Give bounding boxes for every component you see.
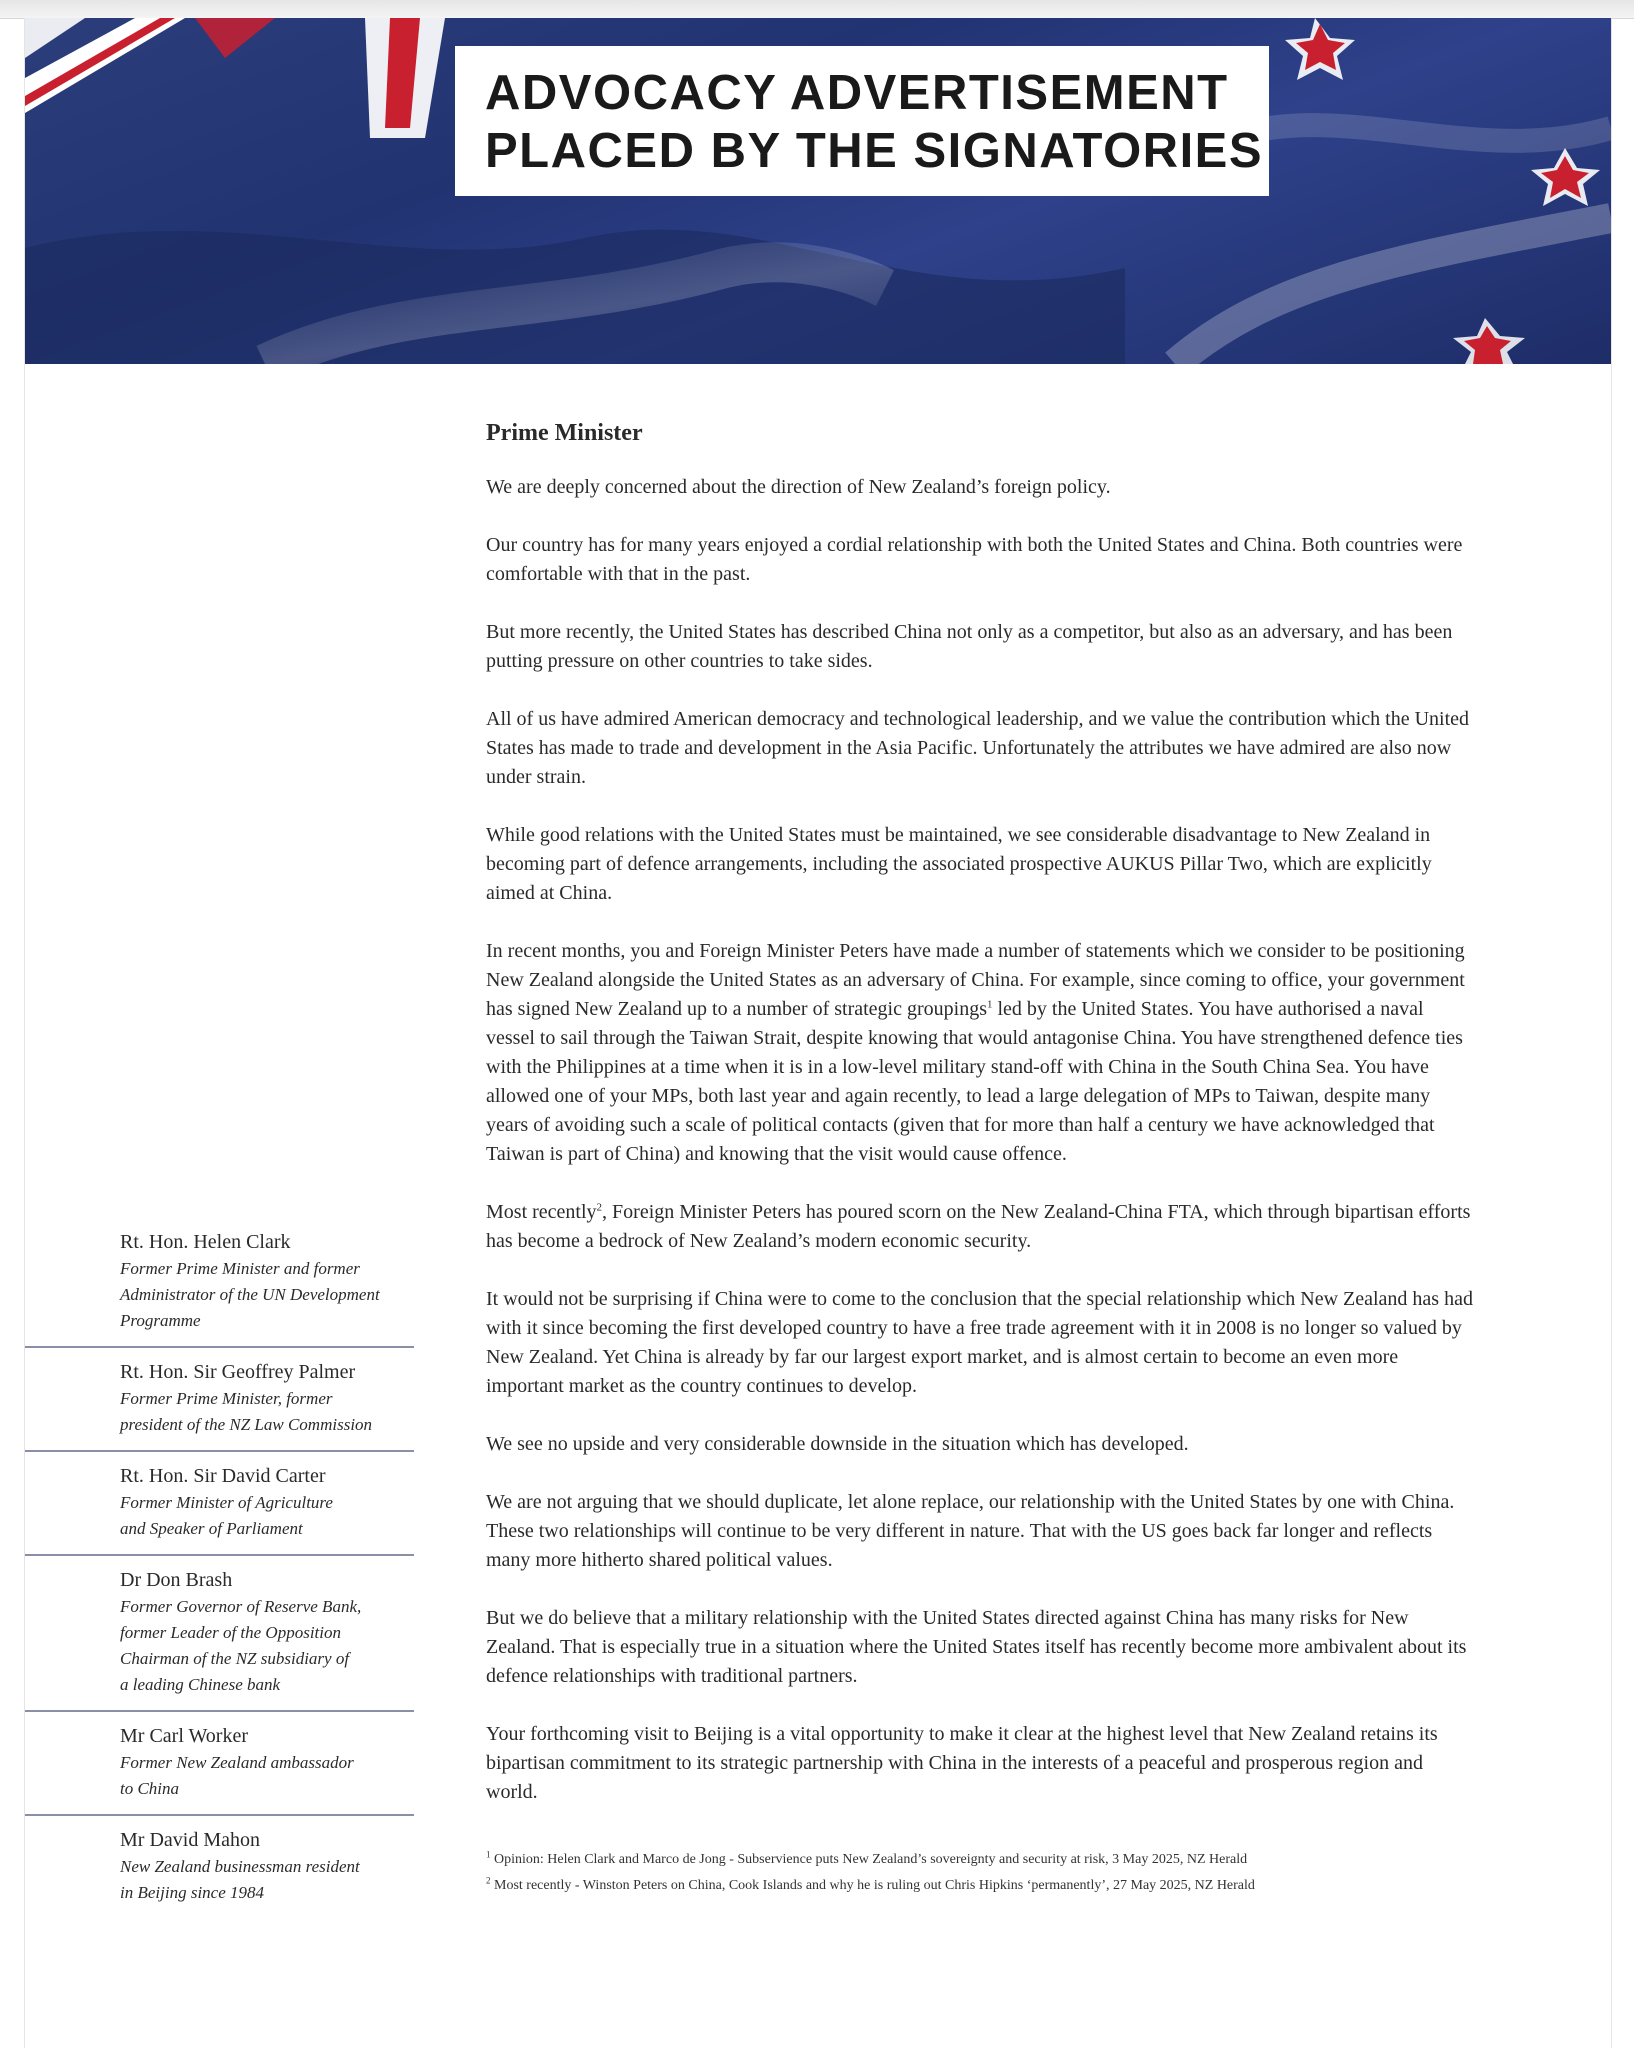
nz-flag-banner bbox=[25, 18, 1611, 364]
footnote-text-1: Opinion: Helen Clark and Marco de Jong - Subservience puts New Zealand’s sovereignty and security at risk, 3 May 2025, NZ Herald bbox=[494, 1852, 1248, 1867]
paragraph-7-part-b: , Foreign Minister Peters has poured scorn on the New Zealand-China FTA, which through bipartisan efforts has become a bedrock of New Zealand’s modern economic security. bbox=[486, 1201, 1471, 1252]
signatory-name: Rt. Hon. Helen Clark bbox=[120, 1231, 291, 1253]
paragraph-5: While good relations with the United States must be maintained, we see considerable disadvantage to New Zealand in becoming part of defence arrangements, including the associated prospective AUKUS Pillar Two, which are explicitly aimed at China. bbox=[486, 824, 1432, 904]
footnotes bbox=[486, 1847, 1476, 1899]
paragraph-6-part-a: In recent months, you and Foreign Minister Peters have made a number of statements which we consider to be positioning New Zealand alongside the United States as an adversary of China. For example, since coming to office, your government has signed New Zealand up to a number of strategic groupings bbox=[486, 940, 1465, 1020]
signatory-name: Dr Don Brash bbox=[120, 1569, 233, 1591]
signatory bbox=[25, 1348, 414, 1452]
signatory-title-line: Former New Zealand ambassador bbox=[120, 1753, 354, 1772]
advertisement-page bbox=[24, 18, 1612, 2048]
signatory-title-line: to China bbox=[120, 1779, 180, 1798]
salutation: Prime Minister bbox=[486, 420, 643, 446]
signatory bbox=[25, 1712, 414, 1816]
signatory bbox=[25, 1816, 414, 1918]
signatory-title-line: Chairman of the NZ subsidiary of bbox=[120, 1649, 350, 1668]
paragraph-6-part-b: led by the United States. You have authorised a naval vessel to sail through the Taiwan Strait, despite knowing that would antagonise China. You have strengthened defence ties with the Philippines at a time when it is in a low-level military stand-off with China in the South China Sea. You have allowed one of your MPs, both last year and again recently, to lead a large delegation of MPs to Taiwan, despite many years of avoiding such a scale of political contacts (given that for more than half a century we have acknowledged that Taiwan is part of China) and knowing that the visit would cause offence. bbox=[486, 998, 1463, 1165]
footnote-ref-2: 2 bbox=[596, 1201, 603, 1214]
signatory-name: Mr David Mahon bbox=[120, 1829, 260, 1851]
signatory-title-line: Former Minister of Agriculture bbox=[120, 1493, 333, 1512]
window-top-strip bbox=[0, 0, 1634, 19]
signatory-title-line: in Beijing since 1984 bbox=[120, 1883, 265, 1902]
headline-line-1: ADVOCACY ADVERTISEMENT bbox=[485, 66, 1229, 120]
paragraph-6 bbox=[486, 937, 1476, 1169]
letter-body bbox=[486, 418, 1476, 1899]
signatory-title-line: Former Governor of Reserve Bank, bbox=[120, 1597, 362, 1616]
signatories-list bbox=[25, 1218, 414, 1918]
signatory-title-line: Programme bbox=[120, 1311, 201, 1330]
paragraph-4: All of us have admired American democracy and technological leadership, and we value the contribution which the United States has made to trade and development in the Asia Pacific. Unfortunately the attributes we have admired are also now under strain. bbox=[486, 708, 1469, 788]
paragraph-2: Our country has for many years enjoyed a cordial relationship with both the United States and China. Both countries were comfortable with that in the past. bbox=[486, 534, 1463, 585]
footnote-mark-1: 1 bbox=[486, 1849, 491, 1860]
paragraph-10: We are not arguing that we should duplicate, let alone replace, our relationship with the United States by one with China. These two relationships will continue to be very different in nature. That with the US goes back far longer and reflects many more hitherto shared political values. bbox=[486, 1491, 1455, 1571]
footnote-1 bbox=[486, 1847, 1476, 1873]
signatory-title-line: and Speaker of Parliament bbox=[120, 1519, 303, 1538]
footnote-ref-1: 1 bbox=[986, 998, 993, 1011]
paragraph-12: Your forthcoming visit to Beijing is a vital opportunity to make it clear at the highest level that New Zealand retains its bipartisan commitment to its strategic partnership with China in the interests of a peaceful and prosperous region and world. bbox=[486, 1723, 1438, 1803]
signatory-title-line: Administrator of the UN Development bbox=[120, 1285, 380, 1304]
paragraph-11: But we do believe that a military relationship with the United States directed against China has many risks for New Zealand. That is especially true in a situation where the United States itself has recently become more ambivalent about its defence relationships with traditional partners. bbox=[486, 1607, 1467, 1687]
signatory-title-line: Former Prime Minister and former bbox=[120, 1259, 360, 1278]
signatory bbox=[25, 1556, 414, 1712]
signatory-title-line: New Zealand businessman resident bbox=[120, 1857, 360, 1876]
headline-box bbox=[455, 46, 1269, 196]
paragraph-8: It would not be surprising if China were to come to the conclusion that the special relationship which New Zealand has had with it since becoming the first developed country to have a free trade agreement with it in 2008 is no longer so valued by New Zealand. Yet China is already by far our largest export market, and is almost certain to become an even more important market as the country continues to develop. bbox=[486, 1288, 1473, 1397]
signatory bbox=[25, 1218, 414, 1348]
signatory bbox=[25, 1452, 414, 1556]
headline-line-2: PLACED BY THE SIGNATORIES bbox=[485, 124, 1264, 178]
footnote-2 bbox=[486, 1873, 1476, 1899]
signatory-name: Rt. Hon. Sir David Carter bbox=[120, 1465, 326, 1487]
signatory-title-line: president of the NZ Law Commission bbox=[120, 1415, 373, 1434]
paragraph-7 bbox=[486, 1198, 1476, 1256]
signatory-name: Rt. Hon. Sir Geoffrey Palmer bbox=[120, 1361, 356, 1383]
signatory-title-line: Former Prime Minister, former bbox=[120, 1389, 333, 1408]
signatory-name: Mr Carl Worker bbox=[120, 1725, 248, 1747]
signatory-title-line: a leading Chinese bank bbox=[120, 1675, 281, 1694]
paragraph-1: We are deeply concerned about the direction of New Zealand’s foreign policy. bbox=[486, 476, 1111, 498]
signatory-title-line: former Leader of the Opposition bbox=[120, 1623, 341, 1642]
footnote-mark-2: 2 bbox=[486, 1875, 491, 1886]
paragraph-9: We see no upside and very considerable downside in the situation which has developed. bbox=[486, 1433, 1189, 1455]
paragraph-7-part-a: Most recently bbox=[486, 1201, 597, 1223]
paragraph-3: But more recently, the United States has described China not only as a competitor, but also as an adversary, and has been putting pressure on other countries to take sides. bbox=[486, 621, 1453, 672]
footnote-text-2: Most recently - Winston Peters on China, Cook Islands and why he is ruling out Chris Hipkins ‘permanently’, 27 May 2025, NZ Herald bbox=[494, 1878, 1255, 1893]
